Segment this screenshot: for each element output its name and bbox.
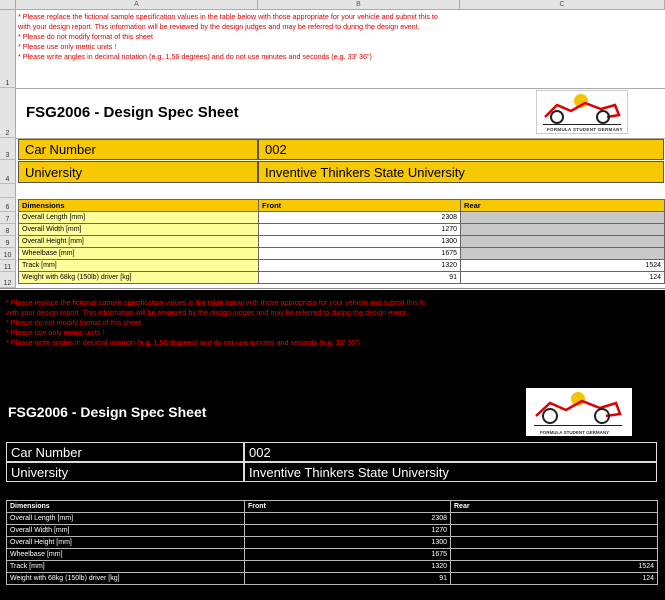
table-row <box>7 537 658 549</box>
header-dimensions: Dimensions <box>19 200 259 212</box>
university-label: University <box>18 161 258 183</box>
dim-front-value[interactable]: 1675 <box>245 549 451 561</box>
header-front: Front <box>245 501 451 513</box>
dim-front-value[interactable]: 1270 <box>245 525 451 537</box>
dim-label: Weight with 68kg (150lb) driver [kg] <box>7 573 245 585</box>
logo-text: FORMULA STUDENT GERMANY <box>547 127 623 132</box>
column-header-c[interactable]: C <box>460 0 665 10</box>
note-line: * Please replace the fictional sample specification values in the table below with those appropriate for your vehicle and submit this to <box>6 298 426 307</box>
dim-front-value[interactable]: 91 <box>259 272 461 284</box>
table-row <box>7 525 658 537</box>
dim-front-value[interactable]: 2308 <box>259 212 461 224</box>
car-number-value-inverted[interactable]: 002 <box>244 442 657 462</box>
corner-cell[interactable] <box>0 0 16 10</box>
grid-line <box>16 88 665 89</box>
dim-rear-value[interactable] <box>451 513 658 525</box>
inverted-view <box>0 290 665 600</box>
note-line: * Please use only metric units ! <box>6 328 105 337</box>
instructions-notes <box>18 12 658 62</box>
row-header-8[interactable]: 8 <box>0 224 16 236</box>
dim-front-value[interactable]: 1320 <box>245 561 451 573</box>
dim-label: Overall Width [mm] <box>19 224 259 236</box>
dim-front-value[interactable]: 1300 <box>259 236 461 248</box>
row-header-4[interactable]: 4 <box>0 160 16 184</box>
dim-rear-value[interactable] <box>451 549 658 561</box>
row-header-1[interactable]: 1 <box>0 10 16 88</box>
row-header-12[interactable]: 12 <box>0 272 16 288</box>
table-header-row <box>7 501 658 513</box>
dim-front-value[interactable]: 1675 <box>259 248 461 260</box>
note-line: * Please write angles in decimal notation (e.g. 1,56 degrees) and do not use minutes and seconds (e.g. 33' 36") <box>18 52 372 61</box>
row-header-10[interactable]: 10 <box>0 248 16 260</box>
dim-label: Weight with 68kg (150lb) driver [kg] <box>19 272 259 284</box>
dim-label: Wheelbase [mm] <box>7 549 245 561</box>
race-car-icon <box>526 388 630 434</box>
note-line: with your design report. This information will be reviewed by the design judges and may be referred to during the design event. <box>18 22 420 31</box>
dim-front-value[interactable]: 1320 <box>259 260 461 272</box>
row-header-6[interactable]: 6 <box>0 198 16 212</box>
university-value-inverted[interactable]: Inventive Thinkers State University <box>244 462 657 482</box>
dim-rear-value[interactable] <box>461 248 665 260</box>
dim-rear-value[interactable]: 1524 <box>461 260 665 272</box>
dim-label: Track [mm] <box>19 260 259 272</box>
logo-text: FORMULA STUDENT GERMANY <box>540 430 610 435</box>
dim-label: Overall Height [mm] <box>19 236 259 248</box>
note-line: * Please do not modify format of this sheet <box>6 318 142 327</box>
table-row <box>7 513 658 525</box>
note-line: * Please write angles in decimal notation (e.g. 1,56 degrees) and do not use minutes and seconds (e.g. 33' 36") <box>6 338 360 347</box>
row-header-3[interactable]: 3 <box>0 138 16 160</box>
university-label-inverted: University <box>6 462 244 482</box>
dim-label: Overall Length [mm] <box>7 513 245 525</box>
formula-student-logo <box>536 90 628 134</box>
dim-rear-value[interactable]: 124 <box>461 272 665 284</box>
dim-label: Wheelbase [mm] <box>19 248 259 260</box>
table-row <box>19 248 665 260</box>
dim-rear-value[interactable]: 124 <box>451 573 658 585</box>
header-rear: Rear <box>451 501 658 513</box>
table-row <box>19 272 665 284</box>
header-front: Front <box>259 200 461 212</box>
table-row <box>19 236 665 248</box>
table-row <box>19 212 665 224</box>
row-header-9[interactable]: 9 <box>0 236 16 248</box>
row-header-11[interactable]: 11 <box>0 260 16 272</box>
row-header-5[interactable] <box>0 184 16 198</box>
dim-label: Track [mm] <box>7 561 245 573</box>
university-value[interactable]: Inventive Thinkers State University <box>258 161 664 183</box>
table-row <box>7 561 658 573</box>
row-header-7[interactable]: 7 <box>0 212 16 224</box>
table-row <box>19 260 665 272</box>
header-dimensions: Dimensions <box>7 501 245 513</box>
instructions-notes-inverted <box>6 298 646 348</box>
table-row <box>7 549 658 561</box>
dim-front-value[interactable]: 2308 <box>245 513 451 525</box>
column-header-b[interactable]: B <box>258 0 460 10</box>
table-header-row <box>19 200 665 212</box>
dim-label: Overall Width [mm] <box>7 525 245 537</box>
note-line: * Please use only metric units ! <box>18 42 117 51</box>
row-header-2[interactable]: 2 <box>0 88 16 138</box>
car-number-value[interactable]: 002 <box>258 139 664 160</box>
dim-rear-value[interactable] <box>461 224 665 236</box>
sheet-title-inverted: FSG2006 - Design Spec Sheet <box>8 404 207 420</box>
dim-rear-value[interactable] <box>461 212 665 224</box>
car-number-label: Car Number <box>18 139 258 160</box>
table-row <box>19 224 665 236</box>
column-header-a[interactable]: A <box>16 0 258 10</box>
note-line: * Please replace the fictional sample specification values in the table below with those appropriate for your vehicle and submit this to <box>18 12 438 21</box>
table-row <box>7 573 658 585</box>
dim-rear-value[interactable] <box>451 537 658 549</box>
formula-student-logo-inverted <box>526 388 632 436</box>
spreadsheet-view <box>0 0 665 289</box>
header-rear: Rear <box>461 200 665 212</box>
car-number-label-inverted: Car Number <box>6 442 244 462</box>
dim-rear-value[interactable]: 1524 <box>451 561 658 573</box>
dim-label: Overall Length [mm] <box>19 212 259 224</box>
dim-label: Overall Height [mm] <box>7 537 245 549</box>
dim-rear-value[interactable] <box>451 525 658 537</box>
dim-rear-value[interactable] <box>461 236 665 248</box>
dim-front-value[interactable]: 91 <box>245 573 451 585</box>
dimensions-table-inverted <box>6 500 658 585</box>
dimensions-table <box>18 199 665 284</box>
dim-front-value[interactable]: 1300 <box>245 537 451 549</box>
note-line: with your design report. This information will be reviewed by the design judges and may be referred to during the design event. <box>6 308 408 317</box>
sheet-title: FSG2006 - Design Spec Sheet <box>26 104 239 121</box>
dim-front-value[interactable]: 1270 <box>259 224 461 236</box>
note-line: * Please do not modify format of this sheet <box>18 32 154 41</box>
